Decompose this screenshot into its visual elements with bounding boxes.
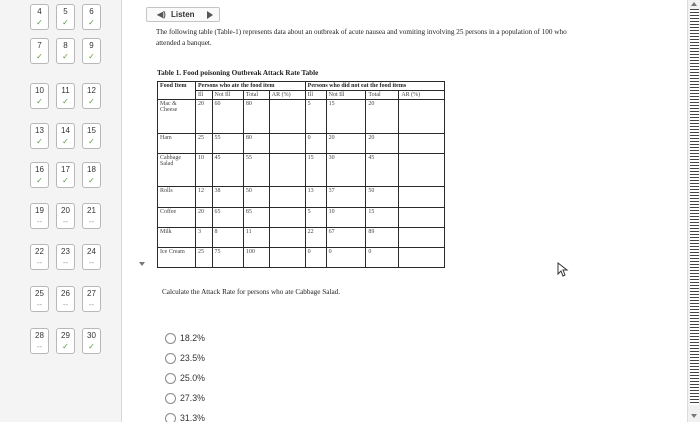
table-cell bbox=[399, 247, 445, 267]
check-icon: ✓ bbox=[62, 97, 69, 106]
subheader-cell: Total bbox=[243, 91, 269, 100]
question-nav-item[interactable] bbox=[82, 162, 101, 188]
question-number: 20 bbox=[61, 206, 70, 215]
question-number: 25 bbox=[35, 289, 44, 298]
question-number: 17 bbox=[61, 165, 70, 174]
food-item-cell: Rolls bbox=[158, 187, 196, 207]
table-cell: 75 bbox=[212, 247, 243, 267]
table-cell: 55 bbox=[243, 153, 269, 187]
table-cell: 45 bbox=[366, 153, 399, 187]
table-cell: 80 bbox=[243, 133, 269, 153]
table-cell: 20 bbox=[196, 100, 213, 134]
listen-button[interactable] bbox=[146, 7, 220, 22]
table-cell bbox=[399, 133, 445, 153]
table-cell: 15 bbox=[326, 100, 366, 134]
answer-option-label: 23.5% bbox=[180, 353, 205, 363]
scroll-up-icon[interactable] bbox=[691, 2, 697, 6]
table-cell: 50 bbox=[366, 187, 399, 207]
question-navigator bbox=[0, 0, 122, 422]
question-number: 26 bbox=[61, 289, 70, 298]
question-nav-item[interactable] bbox=[82, 123, 101, 149]
question-number: 6 bbox=[89, 7, 94, 16]
group-ate-header: Persons who ate the food item bbox=[196, 82, 306, 91]
page-scrollbar[interactable] bbox=[687, 0, 700, 422]
subheader-cell: Not Ill bbox=[326, 91, 366, 100]
question-number: 28 bbox=[35, 331, 44, 340]
question-number: 23 bbox=[61, 247, 70, 256]
subheader-row bbox=[158, 91, 445, 100]
radio-button[interactable] bbox=[165, 413, 176, 422]
question-number: 12 bbox=[87, 86, 96, 95]
subheader-cell: Not Ill bbox=[212, 91, 243, 100]
question-nav-item[interactable] bbox=[82, 4, 101, 30]
table-cell: 20 bbox=[326, 133, 366, 153]
food-item-cell: Milk bbox=[158, 227, 196, 247]
unanswered-icon: -- bbox=[62, 300, 69, 309]
table-cell: 85 bbox=[243, 207, 269, 227]
table-cell: 0 bbox=[305, 247, 326, 267]
question-number: 18 bbox=[87, 165, 96, 174]
table-cell: 80 bbox=[243, 100, 269, 134]
question-number: 5 bbox=[63, 7, 68, 16]
table-cell bbox=[269, 227, 305, 247]
table-cell: 50 bbox=[243, 187, 269, 207]
table-cell: 65 bbox=[212, 207, 243, 227]
table-row bbox=[158, 207, 445, 227]
table-cell: 60 bbox=[212, 100, 243, 134]
question-nav-item[interactable] bbox=[56, 203, 75, 229]
scrollbar-thumb[interactable] bbox=[690, 9, 699, 405]
question-nav-item[interactable] bbox=[82, 286, 101, 312]
table-row bbox=[158, 187, 445, 207]
check-icon: ✓ bbox=[62, 18, 69, 27]
question-text: Calculate the Attack Rate for persons who ate Cabbage Salad. bbox=[162, 288, 341, 296]
table-cell: 25 bbox=[196, 247, 213, 267]
food-item-cell: Ice Cream bbox=[158, 247, 196, 267]
table-cell: 5 bbox=[305, 207, 326, 227]
table-caption: Table 1. Food poisoning Outbreak Attack Rate Table bbox=[157, 69, 319, 77]
table-cell: 15 bbox=[305, 153, 326, 187]
check-icon: ✓ bbox=[88, 97, 95, 106]
subheader-cell: AR (%) bbox=[399, 91, 445, 100]
answer-option[interactable] bbox=[165, 328, 205, 348]
question-nav-item[interactable] bbox=[30, 4, 49, 30]
table-cell: 22 bbox=[305, 227, 326, 247]
unanswered-icon: -- bbox=[62, 217, 69, 226]
question-number: 22 bbox=[35, 247, 44, 256]
table-cell: 25 bbox=[196, 133, 213, 153]
table-cell bbox=[399, 187, 445, 207]
question-nav-item[interactable] bbox=[82, 244, 101, 270]
question-nav-item[interactable] bbox=[82, 328, 101, 354]
table-cell bbox=[399, 100, 445, 134]
check-icon: ✓ bbox=[62, 342, 69, 351]
answer-option-label: 25.0% bbox=[180, 373, 205, 383]
radio-button[interactable] bbox=[165, 393, 176, 404]
check-icon: ✓ bbox=[36, 137, 43, 146]
question-number: 10 bbox=[35, 86, 44, 95]
table-cell: 45 bbox=[212, 153, 243, 187]
question-nav-item[interactable] bbox=[30, 83, 49, 109]
play-icon[interactable] bbox=[207, 11, 213, 19]
question-nav-item[interactable] bbox=[82, 203, 101, 229]
check-icon: ✓ bbox=[36, 176, 43, 185]
question-number: 13 bbox=[35, 126, 44, 135]
table-cell: 15 bbox=[366, 207, 399, 227]
mouse-cursor-icon bbox=[556, 262, 570, 278]
answer-option[interactable] bbox=[165, 368, 205, 388]
table-cell: 20 bbox=[196, 207, 213, 227]
question-intro: The following table (Table-1) represents data about an outbreak of acute nausea and vomiting involving 25 persons in a population of 100 who attended a banquet. bbox=[156, 28, 567, 47]
subheader-cell: Ill bbox=[196, 91, 213, 100]
table-cell: 0 bbox=[366, 247, 399, 267]
table-row bbox=[158, 247, 445, 267]
radio-button[interactable] bbox=[165, 373, 176, 384]
table-cell: 0 bbox=[326, 247, 366, 267]
check-icon: ✓ bbox=[36, 52, 43, 61]
table-cell: 12 bbox=[196, 187, 213, 207]
subheader-cell: AR (%) bbox=[269, 91, 305, 100]
question-nav-item[interactable] bbox=[30, 244, 49, 270]
question-nav-item[interactable] bbox=[30, 203, 49, 229]
question-number: 15 bbox=[87, 126, 96, 135]
question-nav-item[interactable] bbox=[30, 38, 49, 64]
listen-label: Listen bbox=[171, 10, 195, 19]
unanswered-icon: -- bbox=[36, 342, 43, 351]
table-cell: 11 bbox=[243, 227, 269, 247]
table-cell bbox=[269, 153, 305, 187]
radio-button[interactable] bbox=[165, 333, 176, 344]
question-number: 9 bbox=[89, 41, 94, 50]
question-number: 24 bbox=[87, 247, 96, 256]
check-icon: ✓ bbox=[88, 18, 95, 27]
attack-rate-table bbox=[157, 81, 445, 268]
answer-option-label: 27.3% bbox=[180, 393, 205, 403]
table-cell: 55 bbox=[212, 133, 243, 153]
table-cell: 37 bbox=[326, 187, 366, 207]
question-number: 19 bbox=[35, 206, 44, 215]
unanswered-icon: -- bbox=[36, 217, 43, 226]
table-cell bbox=[269, 100, 305, 134]
table-cell bbox=[269, 207, 305, 227]
unanswered-icon: -- bbox=[88, 258, 95, 267]
question-nav-item[interactable] bbox=[56, 286, 75, 312]
table-row bbox=[158, 133, 445, 153]
table-cell bbox=[399, 153, 445, 187]
question-nav-item[interactable] bbox=[56, 4, 75, 30]
question-number: 27 bbox=[87, 289, 96, 298]
question-number: 7 bbox=[37, 41, 42, 50]
food-item-cell: Ham bbox=[158, 133, 196, 153]
table-cell: 20 bbox=[366, 100, 399, 134]
unanswered-icon: -- bbox=[36, 258, 43, 267]
speaker-icon: ◀) bbox=[157, 10, 166, 19]
question-number: 21 bbox=[87, 206, 96, 215]
table-cell: 10 bbox=[326, 207, 366, 227]
question-nav-item[interactable] bbox=[82, 83, 101, 109]
question-nav-item[interactable] bbox=[30, 328, 49, 354]
answer-option-label: 31.3% bbox=[180, 413, 205, 422]
check-icon: ✓ bbox=[62, 176, 69, 185]
col-food-item: Food Item bbox=[158, 82, 196, 100]
question-number: 8 bbox=[63, 41, 68, 50]
unanswered-icon: -- bbox=[88, 300, 95, 309]
unanswered-icon: -- bbox=[88, 217, 95, 226]
check-icon: ✓ bbox=[62, 137, 69, 146]
check-icon: ✓ bbox=[88, 52, 95, 61]
answer-option-label: 18.2% bbox=[180, 333, 205, 343]
table-cell: 30 bbox=[326, 153, 366, 187]
subheader-cell: Ill bbox=[305, 91, 326, 100]
unanswered-icon: -- bbox=[62, 258, 69, 267]
question-number: 11 bbox=[61, 86, 70, 95]
table-cell: 0 bbox=[305, 133, 326, 153]
check-icon: ✓ bbox=[88, 342, 95, 351]
table-cell: 100 bbox=[243, 247, 269, 267]
table-cell: 67 bbox=[326, 227, 366, 247]
table-cell: 20 bbox=[366, 133, 399, 153]
check-icon: ✓ bbox=[36, 18, 43, 27]
question-nav-item[interactable] bbox=[30, 123, 49, 149]
question-number: 29 bbox=[61, 331, 70, 340]
scroll-down-icon[interactable] bbox=[691, 414, 697, 418]
question-number: 30 bbox=[87, 331, 96, 340]
table-cell bbox=[399, 207, 445, 227]
check-icon: ✓ bbox=[88, 176, 95, 185]
question-nav-item[interactable] bbox=[56, 83, 75, 109]
table-cell: 10 bbox=[196, 153, 213, 187]
table-cell: 3 bbox=[196, 227, 213, 247]
navigator-scroll-down-icon[interactable] bbox=[139, 262, 145, 266]
question-nav-item[interactable] bbox=[30, 162, 49, 188]
question-number: 16 bbox=[35, 165, 44, 174]
question-nav-item[interactable] bbox=[56, 123, 75, 149]
question-nav-item[interactable] bbox=[56, 244, 75, 270]
table-cell: 8 bbox=[212, 227, 243, 247]
question-nav-item[interactable] bbox=[30, 286, 49, 312]
question-number: 4 bbox=[37, 7, 42, 16]
check-icon: ✓ bbox=[62, 52, 69, 61]
table-cell: 89 bbox=[366, 227, 399, 247]
answer-options bbox=[165, 328, 205, 422]
question-number: 14 bbox=[61, 126, 70, 135]
food-item-cell: Mac & Cheese bbox=[158, 100, 196, 134]
question-nav-item[interactable] bbox=[56, 328, 75, 354]
question-nav-item[interactable] bbox=[56, 162, 75, 188]
check-icon: ✓ bbox=[36, 97, 43, 106]
question-nav-item[interactable] bbox=[56, 38, 75, 64]
answer-option[interactable] bbox=[165, 388, 205, 408]
answer-option[interactable] bbox=[165, 408, 205, 422]
food-item-cell: Cabbage Salad bbox=[158, 153, 196, 187]
table-cell: 38 bbox=[212, 187, 243, 207]
unanswered-icon: -- bbox=[36, 300, 43, 309]
table-row bbox=[158, 227, 445, 247]
group-not-ate-header: Persons who did not eat the food items bbox=[305, 82, 444, 91]
subheader-cell: Total bbox=[366, 91, 399, 100]
table-cell: 13 bbox=[305, 187, 326, 207]
table-cell: 5 bbox=[305, 100, 326, 134]
radio-button[interactable] bbox=[165, 353, 176, 364]
table-row bbox=[158, 153, 445, 187]
answer-option[interactable] bbox=[165, 348, 205, 368]
table-row bbox=[158, 100, 445, 134]
table-cell bbox=[269, 247, 305, 267]
table-cell bbox=[399, 227, 445, 247]
food-item-cell: Coffee bbox=[158, 207, 196, 227]
question-nav-item[interactable] bbox=[82, 38, 101, 64]
table-cell bbox=[269, 187, 305, 207]
check-icon: ✓ bbox=[88, 137, 95, 146]
table-cell bbox=[269, 133, 305, 153]
